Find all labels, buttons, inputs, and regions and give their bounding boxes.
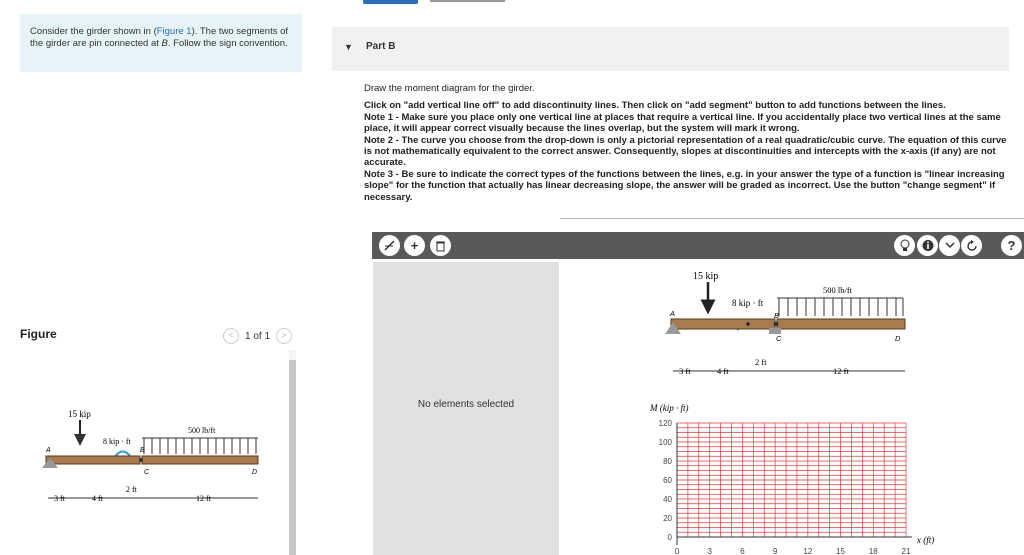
instruction-note2: Note 2 - The curve you choose from the drop-down is only a pictorial representation of a real quadratic/cubic curve. The equation of this curve is not mathematically equivalent to the correct answer. Consequently, slopes at discontinuities and intercepts with the x-axis (if any) are not accurate.: [364, 134, 1007, 169]
fig-dim-4: 12 ft: [196, 494, 211, 503]
graph-grid: [677, 423, 912, 545]
figure-link[interactable]: Figure 1: [156, 26, 192, 37]
fig-point-d: D: [252, 469, 258, 476]
problem-text-1: Consider the girder shown in (: [30, 26, 157, 37]
girder-figure: [30, 400, 288, 510]
point-load-label: 15 kip: [693, 271, 719, 282]
problem-text-2: ). The two segments of the girder are pin connected at: [30, 26, 289, 49]
moment-graph[interactable]: [640, 395, 950, 555]
x-tick-label: 15: [836, 547, 846, 555]
no-elements-message: No elements selected: [417, 399, 515, 410]
x-tick-label: 6: [740, 547, 745, 555]
dim-3: 2 ft: [755, 357, 767, 367]
trash-icon[interactable]: [430, 235, 451, 256]
next-figure-button[interactable]: >: [276, 328, 292, 344]
fig-dim-3: 2 ft: [126, 485, 137, 494]
chevron-down-icon[interactable]: [939, 235, 960, 256]
x-tick-label: 0: [674, 547, 680, 555]
info-icon[interactable]: [917, 235, 938, 256]
figure-title: Figure: [20, 327, 57, 341]
instruction-p1: Click on "add vertical line off" to add discontinuity lines. Then click on "add segment" button to add functions between the lines.: [364, 100, 946, 112]
fig-point-load-label: 15 kip: [68, 409, 91, 419]
main-girder-diagram: [655, 268, 915, 383]
workspace-top-rule: [560, 218, 1024, 219]
point-a: A: [670, 309, 676, 318]
prev-figure-button[interactable]: <: [223, 328, 239, 344]
point-c: C: [776, 334, 782, 343]
vertical-line-icon[interactable]: [379, 235, 400, 256]
figure-pager: [223, 328, 292, 344]
x-tick-label: 3: [707, 547, 712, 555]
figure-page-count: 1 of 1: [245, 330, 271, 342]
graph-y-ticks: [659, 419, 673, 542]
fig-point-a: A: [46, 447, 51, 454]
y-tick-label: 80: [663, 457, 672, 466]
hint-icon[interactable]: [894, 235, 915, 256]
point-b: B: [774, 311, 780, 320]
submit-button[interactable]: [363, 0, 418, 4]
part-b-label: Part B: [366, 41, 396, 52]
graph-x-ticks: [675, 547, 911, 555]
fig-dim-2: 4 ft: [92, 494, 103, 503]
fig-dist-load-label: 500 lb/ft: [188, 426, 216, 435]
part-b-collapse-icon[interactable]: ▼: [344, 42, 353, 52]
x-tick-label: 18: [868, 547, 878, 555]
problem-statement: [30, 26, 295, 50]
x-tick-label: 12: [803, 547, 813, 555]
dim-2: 4 ft: [717, 366, 729, 376]
instruction-note1: Note 1 - Make sure you place only one vertical line at places that require a vertical line. If you accidentally place two vertical lines at the same place, it will appear correct visually because the lines overlap, but the system will mark it wrong.: [364, 111, 1001, 135]
dim-4: 12 ft: [833, 366, 849, 376]
help-button[interactable]: ?: [1001, 235, 1022, 256]
dist-load-label: 500 lb/ft: [823, 285, 853, 295]
y-tick-label: 40: [663, 495, 672, 504]
y-tick-label: 60: [663, 476, 672, 485]
x-tick-label: 21: [901, 547, 911, 555]
y-tick-label: 120: [658, 419, 672, 428]
x-tick-label: 9: [772, 547, 778, 555]
y-tick-label: 20: [663, 514, 672, 523]
problem-text-3: . Follow the sign convention.: [167, 38, 288, 49]
fig-dim-1: 3 ft: [54, 494, 65, 503]
reset-icon[interactable]: [961, 235, 982, 256]
dim-1: 3 ft: [679, 366, 691, 376]
instruction-note3: Note 3 - Be sure to indicate the correct types of the functions between the lines, e.g. in your answer the type of a function is "linear increasing slope" for the function that actually has linear decreasing slope, the answer will be graded as incorrect. Use the button "change segment" if necessary.: [364, 168, 1005, 203]
request-answer-link[interactable]: [430, 0, 505, 2]
pin-point-label: B: [161, 38, 168, 49]
add-segment-button[interactable]: +: [404, 235, 425, 256]
instructions: [364, 83, 1014, 203]
graph-ylabel: M (kip · ft): [650, 403, 689, 413]
fig-point-c: C: [144, 469, 150, 476]
moment-label: 8 kip · ft: [732, 298, 764, 308]
part-b-header[interactable]: [332, 27, 1009, 71]
fig-point-b: B: [140, 447, 145, 454]
instruction-intro: Draw the moment diagram for the girder.: [364, 83, 535, 94]
figure-scrollbar-thumb[interactable]: [289, 360, 296, 555]
y-tick-label: 100: [658, 438, 672, 447]
point-d: D: [895, 334, 901, 343]
fig-moment-label: 8 kip · ft: [103, 437, 131, 446]
graph-xlabel: x (ft): [917, 535, 935, 545]
y-tick-label: 0: [667, 533, 672, 542]
